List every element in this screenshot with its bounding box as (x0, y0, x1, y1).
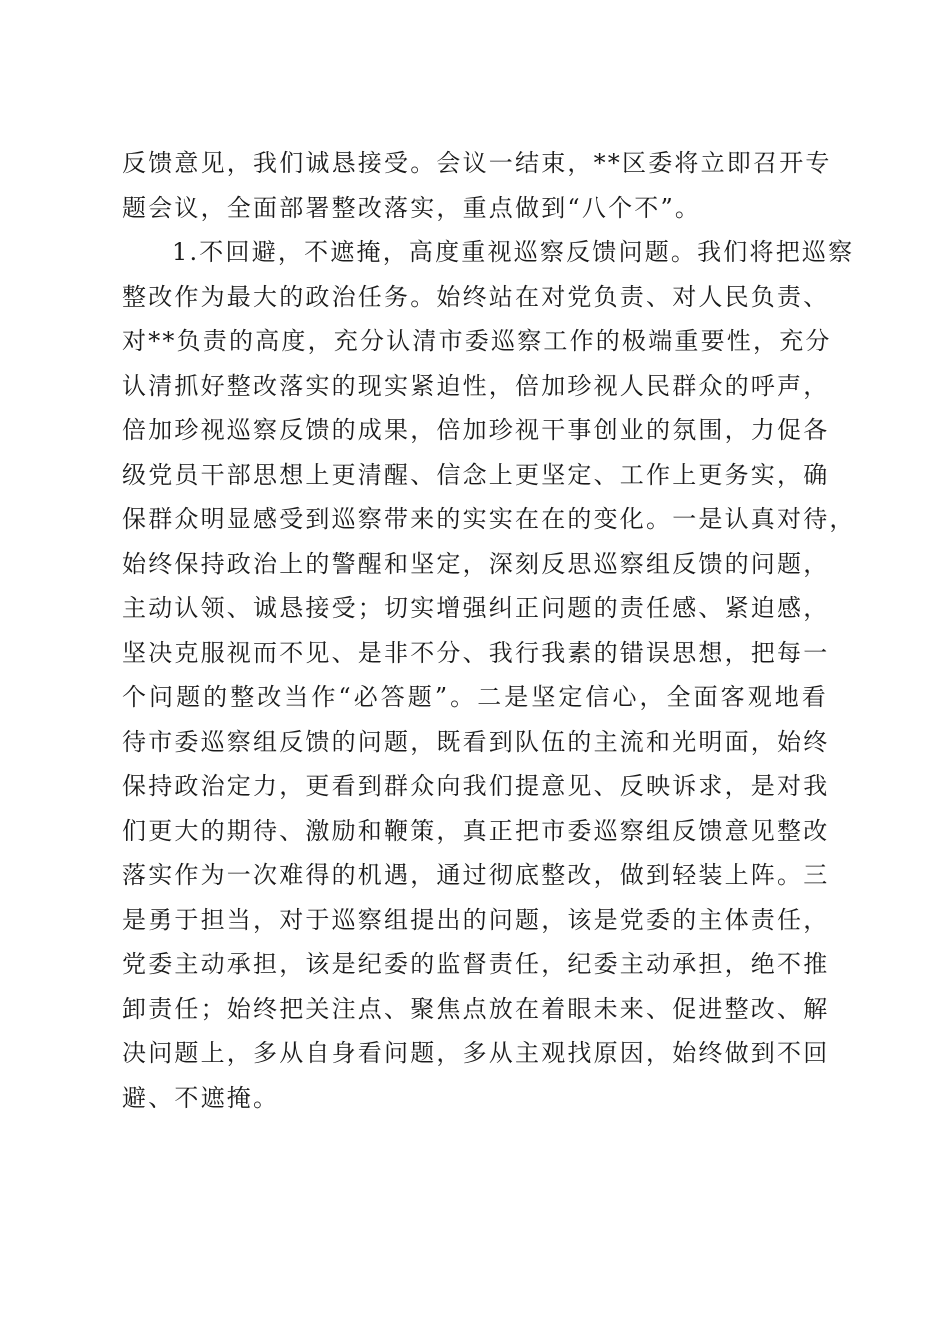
text-line: 决问题上，多从自身看问题，多从主观找原因，始终做到不回 (122, 1039, 830, 1067)
paragraph-item-1 (122, 230, 856, 1120)
text-line: 主动认领、诚恳接受；切实增强纠正问题的责任感、紧迫感， (122, 594, 830, 622)
text-line: 落实作为一次难得的机遇，通过彻底整改，做到轻装上阵。三 (122, 861, 830, 889)
text-line: 反馈意见，我们诚恳接受。会议一结束，**区委将立即召开专 (122, 149, 832, 177)
text-line: 坚决克服视而不见、是非不分、我行我素的错误思想，把每一 (122, 638, 830, 667)
text-line: 们更大的期待、激励和鞭策，真正把市委巡察组反馈意见整改 (122, 816, 830, 845)
text-line: 题会议，全面部署整改落实，重点做到“八个不”。 (122, 193, 702, 222)
text-line: 对**负责的高度，充分认清市委巡察工作的极端重要性，充分 (122, 327, 832, 355)
text-line: 倍加珍视巡察反馈的成果，倍加珍视干事创业的氛围，力促各 (122, 416, 830, 444)
text-line: 保群众明显感受到巡察带来的实实在在的变化。一是认真对待， (122, 505, 856, 533)
text-line: 整改作为最大的政治任务。始终站在对党负责、对人民负责、 (122, 282, 830, 311)
text-line: 待市委巡察组反馈的问题，既看到队伍的主流和光明面，始终 (122, 727, 830, 756)
text-line: 避、不遮掩。 (122, 1083, 280, 1112)
item-heading-line: 1.不回避，不遮掩，高度重视巡察反馈问题。我们将把巡察 (172, 238, 855, 266)
text-line: 个问题的整改当作“必答题”。二是坚定信心，全面客观地看 (122, 683, 828, 711)
text-line: 认清抓好整改落实的现实紧迫性，倍加珍视人民群众的呼声， (122, 371, 830, 400)
text-line: 保持政治定力，更看到群众向我们提意见、反映诉求，是对我 (122, 772, 830, 800)
paragraph-intro (122, 141, 832, 230)
text-line: 卸责任；始终把关注点、聚焦点放在着眼未来、促进整改、解 (122, 994, 830, 1023)
text-line: 级党员干部思想上更清醒、信念上更坚定、工作上更务实，确 (122, 460, 830, 489)
text-line: 始终保持政治上的警醒和坚定，深刻反思巡察组反馈的问题， (122, 549, 830, 578)
text-line: 党委主动承担，该是纪委的监督责任，纪委主动承担，绝不推 (122, 950, 830, 978)
text-line: 是勇于担当，对于巡察组提出的问题，该是党委的主体责任， (122, 905, 830, 934)
